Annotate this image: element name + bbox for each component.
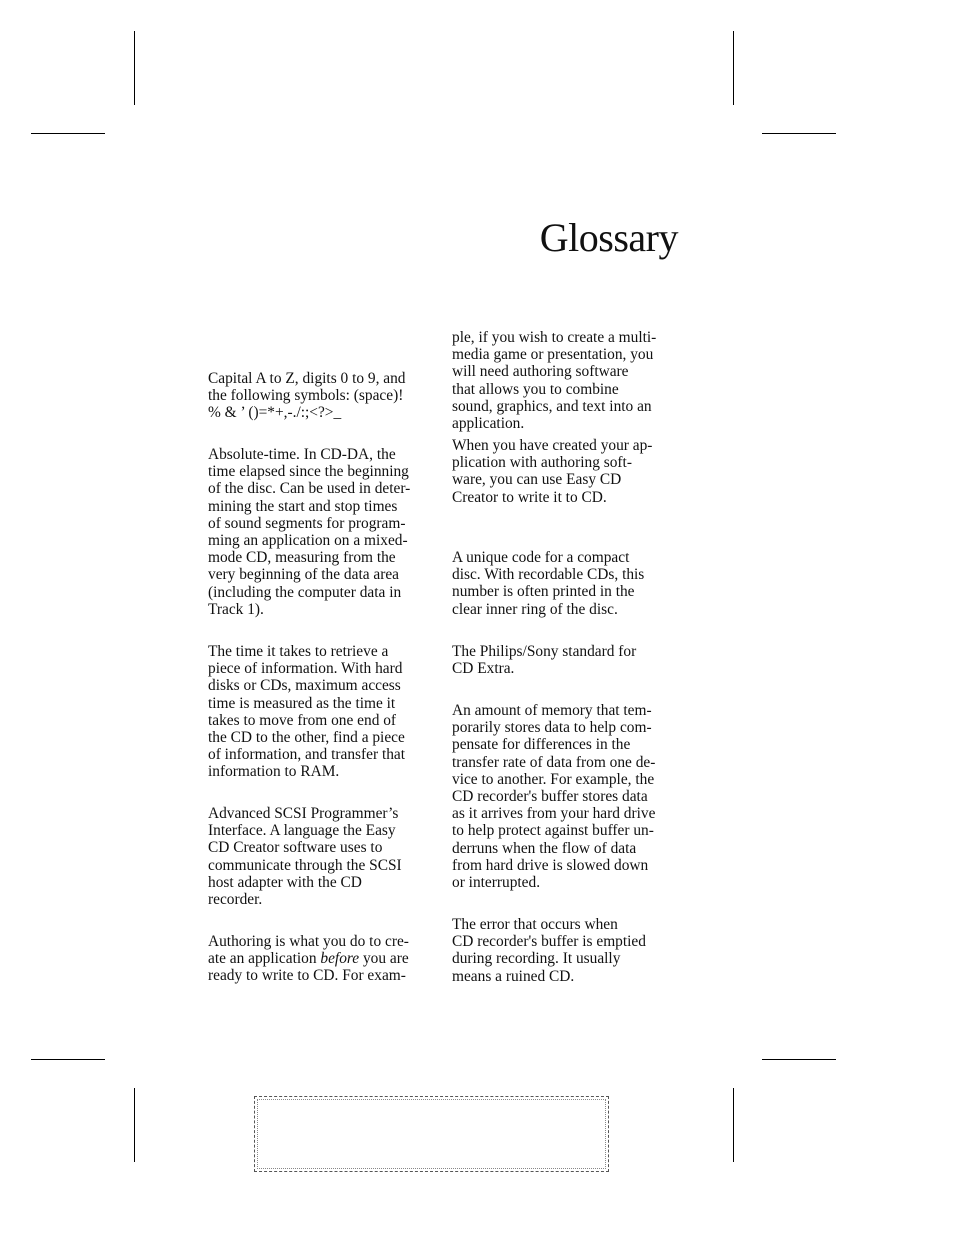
glossary-definition-buffer-underrun: The error that occurs when CD recorder's buffer is emptied during recording. It usually means a ruined CD. (452, 916, 646, 985)
glossary-definition-authoring-continued-2: When you have created your ap- plication with authoring soft- ware, you can use Easy CD Creator to write it to CD. (452, 437, 653, 506)
glossary-definition-buffer: An amount of memory that tem- porarily stores data to help com- pensate for differences in the transfer rate of data from one de- vice to another. For example, the CD recorder's buffer stores data as it arrives from your hard drive to help protect against buffer un- derruns when the flow of data from hard drive is slowed down or interrupted. (452, 702, 656, 892)
glossary-definition-blue-book: The Philips/Sony standard for CD Extra. (452, 643, 637, 678)
footer-frame (254, 1096, 609, 1172)
crop-mark (31, 1059, 105, 1060)
page-title: Glossary (539, 215, 678, 260)
crop-mark (733, 31, 734, 105)
glossary-definition-aspi: Advanced SCSI Programmer’s Interface. A language the Easy CD Creator software uses to communicate through the SCSI host adapter with the CD recorder. (208, 805, 402, 909)
crop-mark (31, 133, 105, 134)
glossary-definition-authoring: Authoring is what you do to cre- ate an application before you are ready to write to CD. For exam- (208, 933, 409, 985)
glossary-definition-bar-code: A unique code for a compact disc. With recordable CDs, this number is often printed in the clear inner ring of the disc. (452, 549, 645, 618)
crop-mark (733, 1088, 734, 1162)
glossary-definition-access-time: The time it takes to retrieve a piece of information. With hard disks or CDs, maximum access time is measured as the time it takes to move from one end of the CD to the other, find a piece of information, and transfer that information to RAM. (208, 643, 406, 781)
crop-mark (134, 31, 135, 105)
glossary-definition-absolute-time: Absolute-time. In CD-DA, the time elapsed since the beginning of the disc. Can be used in deter- mining the start and stop times of sound segments for program- ming an application on a mixed- mode CD, measuring from the very beginning of the data area (including the computer data in Track 1). (208, 446, 411, 618)
crop-mark (762, 133, 836, 134)
crop-mark (134, 1088, 135, 1162)
glossary-definition-character-set: Capital A to Z, digits 0 to 9, and the following symbols: (space)! % & ’ ()=*+,-./:;<?>_ (208, 370, 406, 422)
glossary-definition-authoring-continued: ple, if you wish to create a multi- media game or presentation, you will need authoring software that allows you to combine sound, graphics, and text into an application. (452, 329, 657, 433)
crop-mark (762, 1059, 836, 1060)
